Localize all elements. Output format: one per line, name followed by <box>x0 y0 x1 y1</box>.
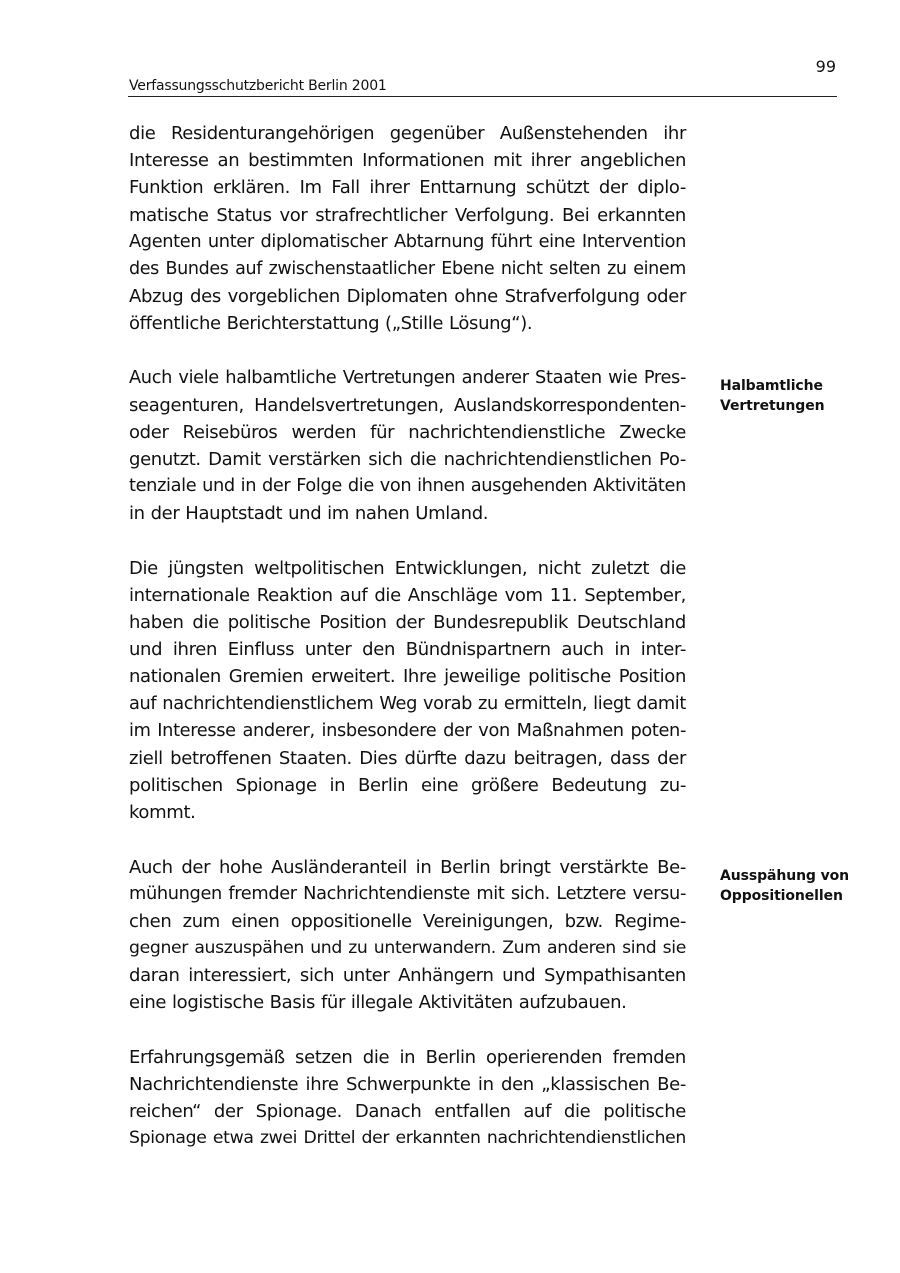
text-line: mühungen fremder Nachrichtendienste mit sich. Letztere versu- <box>129 883 686 904</box>
text-line: haben die politische Position der Bundesrepublik Deutschland <box>129 612 686 633</box>
text-line: Auch viele halbamtliche Vertretungen anderer Staaten wie Pres- <box>129 367 686 388</box>
text-line: Funktion erklären. Im Fall ihrer Enttarnung schützt der diplo- <box>129 177 686 199</box>
text-line: seagenturen, Handelsvertretungen, Auslandskorrespondenten- <box>129 394 686 416</box>
text-line: kommt. <box>129 802 196 824</box>
text-line: Agenten unter diplomatischer Abtarnung führt eine Intervention <box>129 231 686 252</box>
text-line: eine logistische Basis für illegale Aktivitäten aufzubauen. <box>129 992 627 1014</box>
text-line: des Bundes auf zwischenstaatlicher Ebene nicht selten zu einem <box>129 258 686 279</box>
text-line: ziell betroffenen Staaten. Dies dürfte dazu beitragen, dass der <box>129 747 686 769</box>
text-line: Die jüngsten weltpolitischen Entwicklungen, nicht zuletzt die <box>129 557 686 579</box>
text-line: tenziale und in der Folge die von ihnen ausgehenden Aktivitäten <box>129 476 686 497</box>
margin-note-halbamtliche-vertretungen <box>720 376 890 416</box>
text-line: gegner auszuspähen und zu unterwandern. Zum anderen sind sie <box>129 938 686 959</box>
text-line: reichen“ der Spionage. Danach entfallen auf die politische <box>129 1101 686 1122</box>
page-number: 99 <box>815 57 836 76</box>
text-line: in der Hauptstadt und im nahen Umland. <box>129 503 489 525</box>
running-header-title: Verfassungsschutzbericht Berlin 2001 <box>129 78 387 94</box>
text-line: genutzt. Damit verstärken sich die nachrichtendienstlichen Po- <box>129 449 686 471</box>
text-line: Interesse an bestimmten Informationen mit ihrer angeblichen <box>129 150 686 172</box>
margin-note-line: Ausspähung von <box>720 868 850 884</box>
header-divider <box>128 96 837 97</box>
text-line: politischen Spionage in Berlin eine größere Bedeutung zu- <box>129 775 686 797</box>
text-line: chen zum einen oppositionelle Vereinigungen, bzw. Regime- <box>129 910 686 932</box>
text-line: Spionage etwa zwei Drittel der erkannten nachrichtendienstlichen <box>129 1128 686 1149</box>
paragraph-halbamtliche-vertretungen <box>129 365 686 528</box>
margin-note-line: Oppositionellen <box>720 888 843 904</box>
text-line: nationalen Gremien erweitert. Ihre jeweilige politische Position <box>129 666 686 688</box>
text-line: die Residenturangehörigen gegenüber Außenstehenden ihr <box>129 123 686 144</box>
text-line: matische Status vor strafrechtlicher Verfolgung. Bei erkannten <box>129 204 686 226</box>
text-line: daran interessiert, sich unter Anhängern und Sympathisanten <box>129 965 686 987</box>
paragraph-klassische-bereiche <box>129 1044 686 1153</box>
text-line: im Interesse anderer, insbesondere der von Maßnahmen poten- <box>129 720 686 741</box>
text-line: auf nachrichtendienstlichem Weg vorab zu ermitteln, liegt damit <box>129 693 686 714</box>
text-line: und ihren Einfluss unter den Bündnispartnern auch in inter- <box>129 639 686 661</box>
paragraph-auslaenderanteil <box>129 854 686 1017</box>
text-line: oder Reisebüros werden für nachrichtendienstliche Zwecke <box>129 421 686 443</box>
margin-note-line: Halbamtliche <box>720 378 823 394</box>
body-text <box>129 120 686 1179</box>
text-line: Erfahrungsgemäß setzen die in Berlin operierenden fremden <box>129 1046 686 1068</box>
text-line: Abzug des vorgeblichen Diplomaten ohne Strafverfolgung oder <box>129 286 686 308</box>
paragraph-weltpolitische-entwicklungen <box>129 555 686 827</box>
text-line: öffentliche Berichterstattung („Stille Lösung“). <box>129 313 533 335</box>
text-line: Nachrichtendienste ihre Schwerpunkte in den „klassischen Be- <box>129 1073 686 1095</box>
margin-note-ausspaehung-von-oppositionellen <box>720 866 890 906</box>
paragraph-stille-loesung <box>129 120 686 338</box>
text-line: internationale Reaktion auf die Anschläge vom 11. September, <box>129 584 686 606</box>
margin-note-line: Vertretungen <box>720 398 825 414</box>
text-line: Auch der hohe Ausländeranteil in Berlin bringt verstärkte Be- <box>129 856 686 878</box>
